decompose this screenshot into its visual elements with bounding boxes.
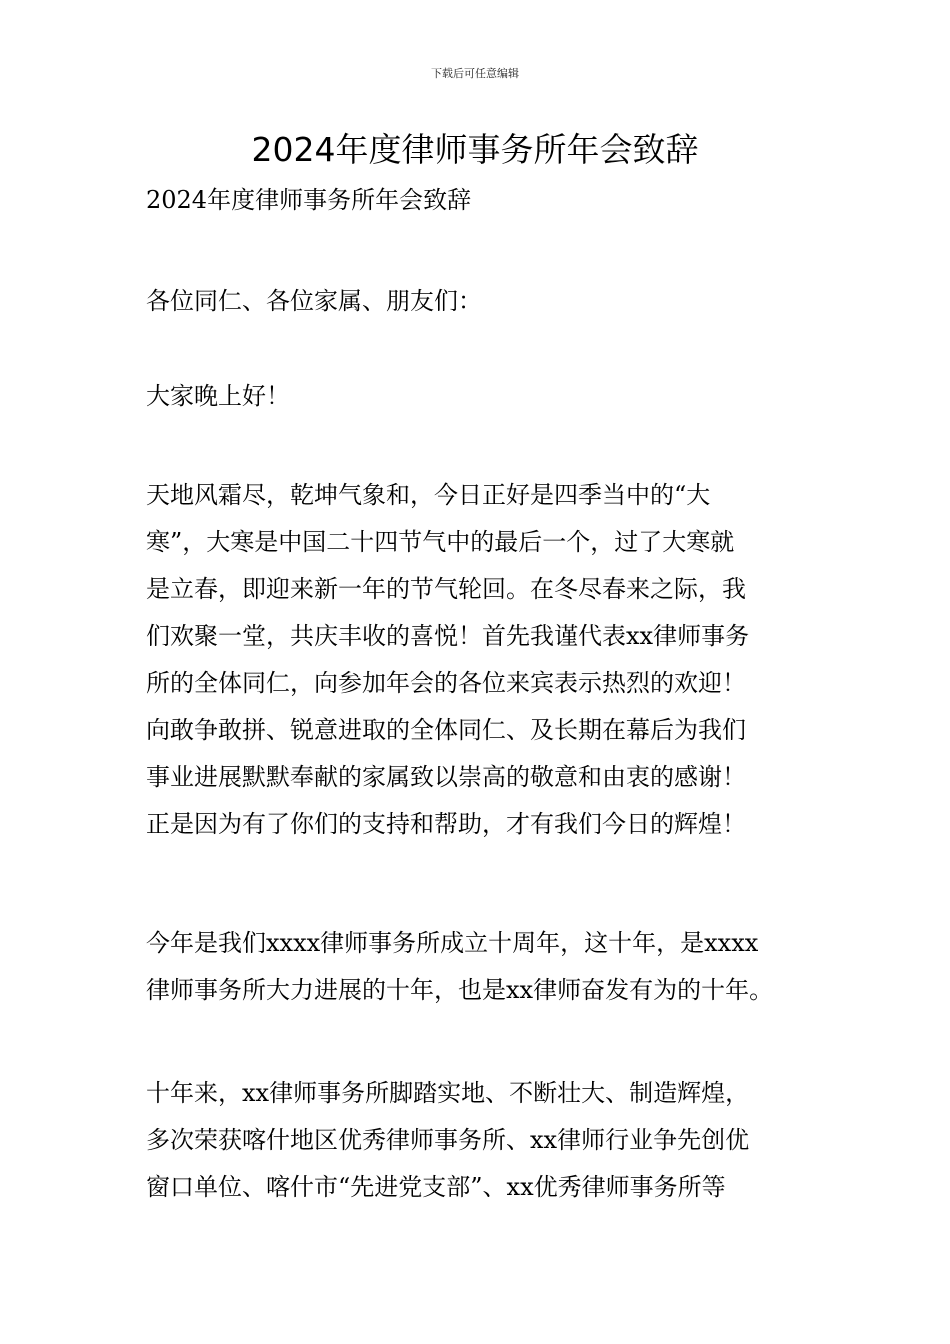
paragraph-ten-years [146,920,810,1014]
document-subtitle: 2024年度律师事务所年会致辞 [146,186,472,214]
text-line: 事业进展默默奉献的家属致以崇高的敬意和由衷的感谢！ [146,763,746,791]
paragraph-achievements [146,1070,810,1211]
text-line: 向敢争敢拼、锐意进取的全体同仁、及长期在幕后为我们 [146,716,746,744]
text-line: 今年是我们xxxx律师事务所成立十周年，这十年，是xxxx [146,929,759,957]
text-line: 窗口单位、喀什市“先进党支部”、xx优秀律师事务所等 [146,1173,726,1201]
text-line: 所的全体同仁，向参加年会的各位来宾表示热烈的欢迎！ [146,669,746,697]
paragraph-hello [146,373,810,420]
text-line: 寒”，大寒是中国二十四节气中的最后一个，过了大寒就 [146,528,735,556]
text-line: 大家晚上好！ [146,382,290,410]
text-line: 十年来，xx律师事务所脚踏实地、不断壮大、制造辉煌， [146,1079,750,1107]
text-line: 律师事务所大力进展的十年，也是xx律师奋发有为的十年。 [146,976,774,1004]
text-line: 多次荣获喀什地区优秀律师事务所、xx律师行业争先创优 [146,1126,750,1154]
text-line: 各位同仁、各位家属、朋友们： [146,287,482,315]
text-line: 们欢聚一堂，共庆丰收的喜悦！首先我谨代表xx律师事务 [146,622,750,650]
header-note: 下载后可任意编辑 [431,67,519,80]
document-title: 2024年度律师事务所年会致辞 [251,130,699,169]
paragraph-greeting [146,278,810,325]
text-line: 是立春，即迎来新一年的节气轮回。在冬尽春来之际，我 [146,575,746,603]
text-line: 正是因为有了你们的支持和帮助，才有我们今日的辉煌！ [146,810,746,838]
paragraph-intro [146,472,810,848]
text-line: 天地风霜尽，乾坤气象和，今日正好是四季当中的“大 [146,481,711,509]
